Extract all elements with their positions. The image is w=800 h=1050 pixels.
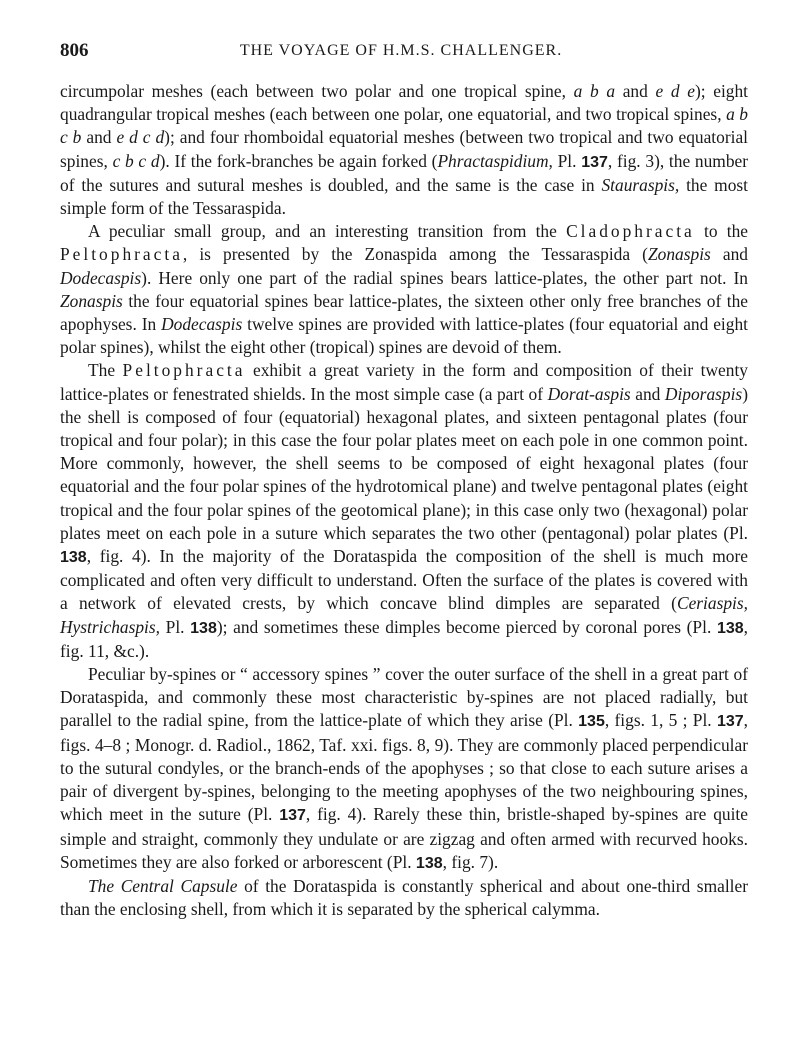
text-run: , figs. 1, 5 ; Pl. [604,710,717,731]
paragraph [60,359,748,663]
running-title: THE VOYAGE OF H.M.S. CHALLENGER. [239,42,563,59]
text-run: ); and sometimes these dimples become pierced by coronal pores (Pl. [216,616,717,637]
text-run: the most simple form of the Tessaraspida. [60,174,748,219]
spaced-text: Peltophracta [60,244,183,265]
italic-text: Zonaspis [647,244,711,265]
page-number: 806 [60,40,89,61]
italic-text: a b a [573,81,616,101]
italic-text: Dodecaspis [161,314,243,335]
text-run: , is presented by the Zonaspida among the Tessaraspida ( [182,244,648,265]
plate-number: 138 [60,549,87,567]
text-run: exhibit a great variety in the form and composition of their twenty lattice-plates or fenestrated shields. In the most simple case (a part of [60,360,748,404]
plate-number: 138 [190,619,217,637]
text-run: ). Here only one part of the radial spines bears lattice-plates, the other part not. In [141,267,748,288]
paragraph [60,220,748,359]
text-run: The [88,360,123,381]
plate-number: 138 [415,854,443,872]
plate-number: 135 [578,713,605,731]
paragraph [60,663,748,875]
italic-text: c b c d [112,150,160,171]
italic-text: Phractaspidium, [437,150,553,171]
text-run: to the [694,221,748,242]
italic-text: Ceriaspis, Hystrichaspis, [60,593,748,637]
text-run: twelve spines are provided with lattice-plates (four equatorial and eight polar spines), whilst the eight other (tropical) spines are devoid of them. [60,314,748,358]
text-run: ); and four rhomboidal equatorial meshes (between two tropical and two equatorial spines, [60,127,749,171]
text-run: ); eight quadrangular tropical meshes (each between one polar, one equatorial, and two tropical spines, [60,81,749,125]
page-header [60,40,742,68]
italic-text: e d c d [116,127,165,148]
italic-text: a b c b [60,104,748,148]
italic-text: Diporaspis [664,383,743,404]
italic-text: The Central Capsule [88,875,238,896]
text-run: the four equatorial spines bear lattice-plates, the sixteen other only free branches of the apophyses. In [60,290,748,335]
plate-number: 137 [581,153,608,171]
body-text [60,80,748,921]
text-run: Pl. [160,616,191,637]
italic-text: Zonaspis [60,290,123,311]
paragraph [60,80,748,220]
text-run: , fig. 7). [442,851,499,872]
text-run: and [710,244,748,265]
text-run: Peculiar by-spines or “ accessory spines ” cover the outer surface of the shell in a great part of Dorataspida, and commonly these most characteristic by-spines are not placed radially, but parallel to the radial spine, from the lattice-plate of which they arise (Pl. [60,664,748,731]
italic-text: Dorat-aspis [547,383,631,404]
spaced-text: Peltophracta [122,360,246,381]
text-run: , fig. 11, &c.). [60,616,748,661]
text-run: A peculiar small group, and an interesting transition from the [88,221,567,242]
plate-number: 137 [279,807,306,825]
text-run: Pl. [552,150,582,171]
text-run: and [81,127,117,148]
text-run: , fig. 4). Rarely these thin, bristle-shaped by-spines are quite simple and straight, commonly they undulate or are zigzag and often armed with recurved hooks. Sometimes they are also forked or arborescent (Pl. [60,804,748,872]
italic-text: Stauraspis, [601,174,680,195]
text-run: and [615,81,656,101]
text-run: , fig. 4). In the majority of the Dorataspida the composition of the shell is much more complicated and often very difficult to understand. Often the surface of the plates is covered with a network of elevated crests, by which concave blind dimples are separated ( [60,546,748,614]
text-run: , figs. 4–8 ; Monogr. d. Radiol., 1862, Taf. xxi. figs. 8, 9). They are commonly placed perpendicular to the sutural condyles, or the branch-ends of the apophyses ; so that close to each suture arises a pair of divergent by-spines, belonging to the meeting apophyses of the two neighbouring spines, which meet in the suture (Pl. [60,710,749,825]
text-run: , fig. 3), the number of the sutures and sutural meshes is doubled, and the same is the case in [60,150,749,195]
italic-text: Dodecaspis [60,267,142,288]
text-run: of the Dorataspida is constantly spherical and about one-third smaller than the enclosing shell, from which it is separated by the spherical calymma. [60,875,748,920]
spaced-text: Cladophracta [566,221,695,242]
text-run: ) the shell is composed of four (equatorial) hexagonal plates, and sixteen pentagonal plates (four tropical and four polar); in this case the four polar plates meet on each pole in one common point. More commonly, however, the shell seems to be composed of eight hexagonal plates (four equatorial and the four polar spines of the hydrotomical plane) and twelve pentagonal plates (eight tropical and the four polar spines of the geotomical plane); in this case only two (hexagonal) polar plates meet on each pole in a suture which separates the two other (pentagonal) polar plates (Pl. [60,383,748,543]
text-run: and [630,383,665,404]
plate-number: 138 [716,619,744,637]
paragraph [60,875,748,921]
plate-number: 137 [716,713,744,731]
text-run: circumpolar meshes (each between two polar and one tropical spine, [60,81,574,101]
italic-text: e d e [655,81,695,101]
text-run: ). If the fork-branches be again forked ( [159,150,438,171]
